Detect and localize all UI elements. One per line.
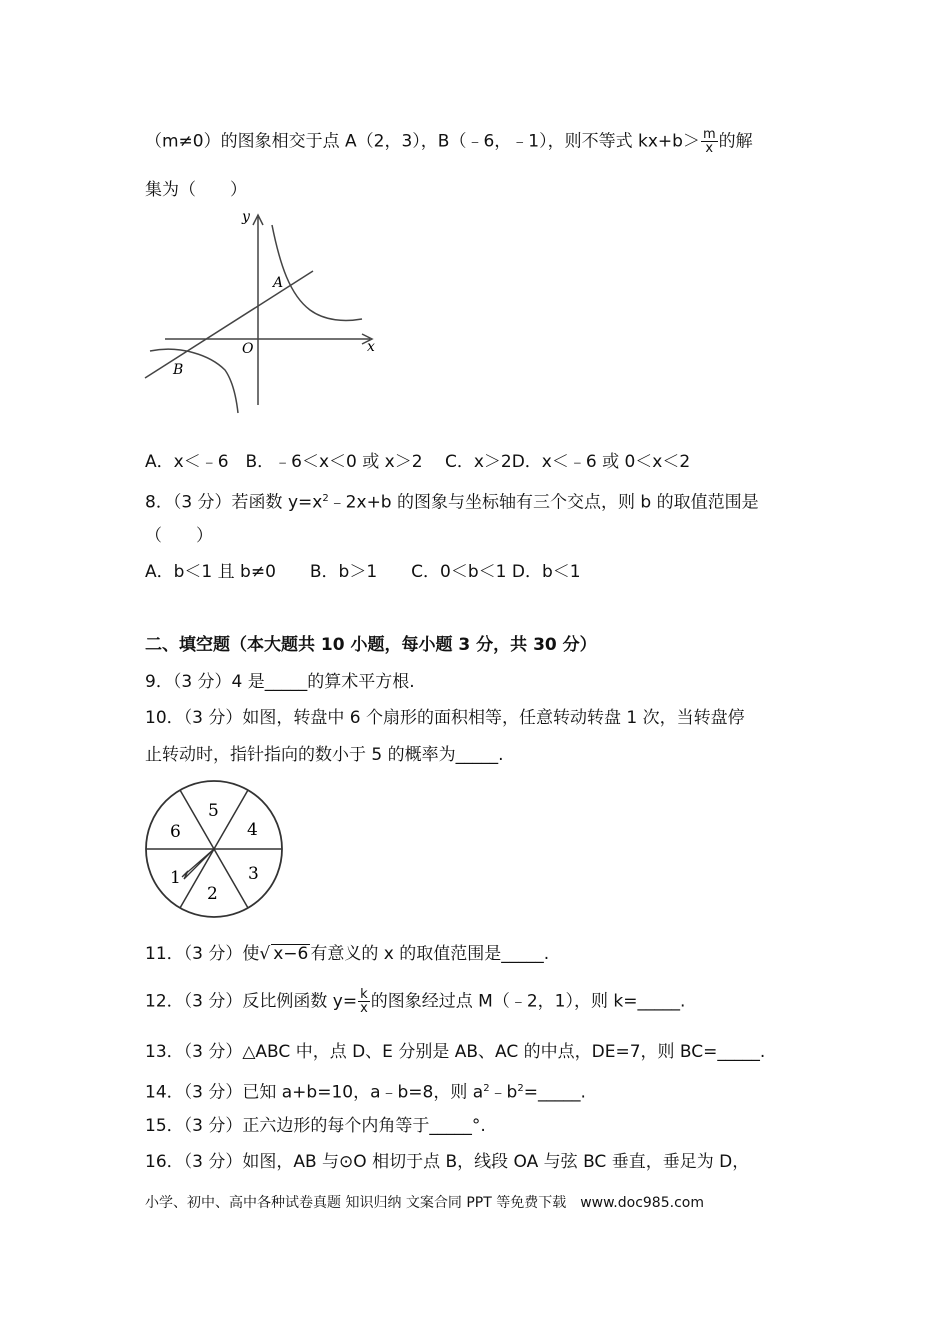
q11-post: 有意义的 x 的取值范围是_____. [310, 944, 550, 964]
q12-post: 的图象经过点 M（﹣2，1），则 k=_____. [370, 991, 686, 1012]
label-a: A [273, 275, 284, 291]
q7-line1-post: 的解 [718, 131, 753, 152]
q14-sup1: 2 [483, 1083, 490, 1094]
q7-frac-num: m [702, 127, 716, 142]
sector-2: 2 [207, 884, 218, 904]
spinner-wheel [142, 779, 288, 921]
sector-5: 5 [208, 801, 219, 821]
hyperbola-branch-right [272, 225, 362, 320]
linear-function-line [145, 271, 313, 378]
q8-options: A．b＜1 且 b≠0 B．b＞1 C．0＜b＜1 D．b＜1 [145, 562, 581, 582]
q7-line1-pre: （m≠0）的图象相交于点 A（2，3），B（﹣6，﹣1），则不等式 kx+b＞ [145, 131, 700, 152]
q11 [145, 942, 549, 966]
q12-pre: 12．（3 分）反比例函数 y= [145, 991, 358, 1012]
label-y: y [242, 209, 250, 225]
section2-title: 二、填空题（本大题共 10 小题，每小题 3 分，共 30 分） [145, 635, 597, 655]
q7-line1 [145, 128, 753, 155]
sqrt-sign: √ [259, 944, 271, 964]
q11-pre: 11．（3 分）使 [145, 944, 260, 964]
q7-frac-den: x [705, 141, 714, 156]
q14-mid: ﹣b [489, 1082, 518, 1103]
q10-line1: 10．（3 分）如图，转盘中 6 个扇形的面积相等，任意转动转盘 1 次，当转盘停 [145, 708, 745, 728]
q12 [145, 988, 685, 1015]
q14-post: =_____. [523, 1082, 586, 1103]
spinner-pointer [182, 849, 214, 879]
q8-line1-post: ﹣2x+b 的图象与坐标轴有三个交点，则 b 的取值范围是 [328, 492, 759, 513]
sector-4: 4 [247, 820, 258, 840]
q12-frac-den: x [360, 1001, 368, 1016]
q12-fraction [358, 988, 370, 1015]
q7-line2: 集为（ ） [145, 180, 247, 200]
q7-graph-figure [140, 205, 390, 420]
label-o: O [242, 341, 254, 357]
footer-text: 小学、初中、高中各种试卷真题 知识归纳 文案合同 PPT 等免费下载 www.doc985.com [145, 1195, 704, 1211]
q14-pre: 14．（3 分）已知 a+b=10，a﹣b=8，则 a [145, 1082, 484, 1103]
q8-line1 [145, 487, 759, 515]
q15: 15．（3 分）正六边形的每个内角等于_____°. [145, 1116, 486, 1136]
q8-line1-pre: 8．（3 分）若函数 y=x [145, 492, 323, 513]
q8-sup: 2 [322, 493, 329, 504]
q10-line2: 止转动时，指针指向的数小于 5 的概率为_____. [145, 745, 504, 765]
q13: 13．（3 分）△ABC 中，点 D、E 分别是 AB、AC 的中点，DE=7，则 BC=_____. [145, 1042, 766, 1062]
q7-options: A．x＜﹣6 B．﹣6＜x＜0 或 x＞2 C．x＞2D．x＜﹣6 或 0＜x＜2 [145, 452, 691, 472]
q8-line2: （ ） [145, 526, 213, 546]
label-b: B [173, 362, 184, 378]
q12-frac-num: k [358, 988, 370, 1002]
q14-sup2: 2 [517, 1083, 524, 1094]
q9: 9．（3 分）4 是_____的算术平方根. [145, 672, 415, 692]
sector-3: 3 [248, 864, 259, 884]
hyperbola-branch-left [150, 349, 238, 413]
q7-fraction [701, 128, 718, 155]
q14 [145, 1077, 586, 1105]
q16: 16．（3 分）如图，AB 与⊙O 相切于点 B，线段 OA 与弦 BC 垂直，垂足为 D， [145, 1152, 750, 1172]
q11-sqrt: x−6 [273, 944, 309, 964]
sector-6: 6 [170, 822, 181, 842]
label-x: x [367, 339, 375, 355]
sector-1: 1 [170, 868, 181, 888]
